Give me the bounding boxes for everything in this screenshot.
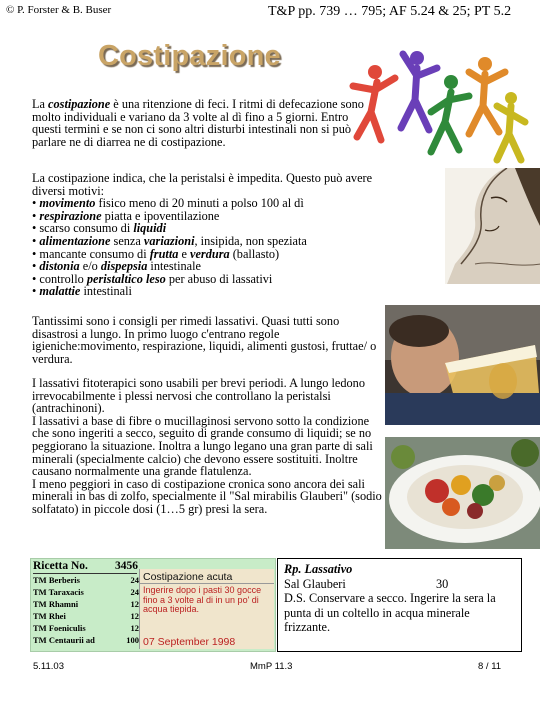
rp-item-line [284, 577, 518, 592]
laxatives-section [32, 377, 382, 516]
prescription-number: 3456 [115, 560, 138, 572]
note-date: 07 September 1998 [143, 636, 236, 648]
rp-title: Rp. Lassativo [284, 562, 353, 576]
prescription-label: Ricetta No. [33, 560, 88, 572]
dancer-yellow-figure [497, 92, 525, 160]
herbal-laxatives-paragraph: I lassativi fitoterapici sono usabili per brevi periodi. A lungo ledono irrevocabilmente i plessi nervosi che controllano la peristalsi (antrachinoni). [32, 376, 365, 416]
cause-item: • mancante consumo di frutta e verdura (ballasto) [32, 248, 382, 261]
cause-item: • respirazione piatta e ipoventilazione [32, 210, 382, 223]
dancer-purple-figure [401, 51, 437, 130]
footer-course: MmP 11.3 [250, 661, 293, 672]
vegetable-plate-photo [385, 437, 540, 549]
rp-lassativo-box [277, 558, 522, 652]
footer-date: 5.11.03 [33, 661, 64, 672]
prescription-row: TM Berberis 24 [33, 575, 139, 585]
cause-item: • movimento fisico meno di 20 minuti a polso 100 al dì [32, 197, 382, 210]
dancer-orange-figure [469, 57, 505, 134]
cause-item: • scarso consumo di liquidi [32, 222, 382, 235]
footer-page-number: 8 / 11 [478, 661, 502, 672]
man-drinking-beer-photo [385, 305, 540, 425]
prescription-row: TM Rhamni 12 [33, 599, 139, 609]
prescription-row: TM Foeniculis 12 [33, 623, 139, 633]
advice-paragraph: Tantissimi sono i consigli per rimedi lassativi. Quasi tutti sono disastrosi a lungo. In primo luogo c'entrano regole igieniche:movimento, respirazione, liquidi, alimenti gustosi, fruttae/ o verdura. [32, 314, 377, 366]
fiber-laxatives-paragraph: I lassativi a base di fibre o mucillaginosi servono sotto la condizione che sono ingeriti a secco, seguito di grande consumo di liquidi; se no peggiorano la situazione. Inoltra a lungo legano una gran parte di sali minerali (specialmente calcio) che devono essere sostituiti. Inoltre causano normalmente una grande flatulenza. [32, 413, 373, 479]
dosage-note [139, 569, 274, 649]
copyright-notice: © P. Forster & B. Buser [6, 4, 112, 16]
note-divider [140, 583, 274, 584]
prescription-row: TM Centaurii ad 100 [33, 635, 139, 645]
cause-item: • malattie intestinali [32, 285, 382, 298]
page-title: Costipazione [98, 40, 281, 72]
causes-section [32, 172, 382, 298]
mineral-salts-paragraph: I meno peggiori in caso di costipazione cronica sono ancora dei sali minerali in bas di zolfo, specialmente il "Sal mirabilis Glauberi" (sodio solfatato) in piccole dosi (1…5 gr) presi la sera. [32, 476, 382, 516]
rp-quantity: 30 [436, 576, 449, 591]
note-title: Costipazione acuta [143, 571, 233, 583]
rp-item: Sal Glauberi [284, 576, 346, 591]
dancer-green-figure [431, 75, 469, 152]
header-divider [33, 573, 137, 574]
prescription-row: TM Taraxacis 24 [33, 587, 139, 597]
face-sketch-image [445, 168, 540, 284]
prescription-card [30, 558, 276, 652]
cause-item: • distonia e/o dispepsia intestinale [32, 260, 382, 273]
prescription-row: TM Rhei 12 [33, 611, 139, 621]
reference-line: T&P pp. 739 … 795; AF 5.24 & 25; PT 5.2 [268, 4, 512, 19]
causes-list [32, 197, 382, 298]
rp-instruction: D.S. Conservare a secco. Ingerire la sera la punta di un coltello in acqua minerale frizzante. [284, 591, 496, 635]
cause-item: • controllo peristaltico leso per abuso di lassativi [32, 273, 382, 286]
intro-paragraph: La costipazione è una ritenzione di feci. I ritmi di defecazione sono molto individuali e variano da 3 volte al dì fino a 5 giorni. Entro questi termini e se non ci sono altri disturbi intestinali non si può parlare ne di diarrea ne di costipazione. [32, 97, 364, 149]
causes-intro: La costipazione indica, che la peristalsi è impedita. Questo può avere diversi motivi: [32, 171, 373, 198]
cause-item: • alimentazione senza variazioni, insipida, non speziata [32, 235, 382, 248]
note-body: Ingerire dopo i pasti 30 gocce fino a 3 volte al di in un po' di acqua tiepida. [143, 585, 262, 615]
